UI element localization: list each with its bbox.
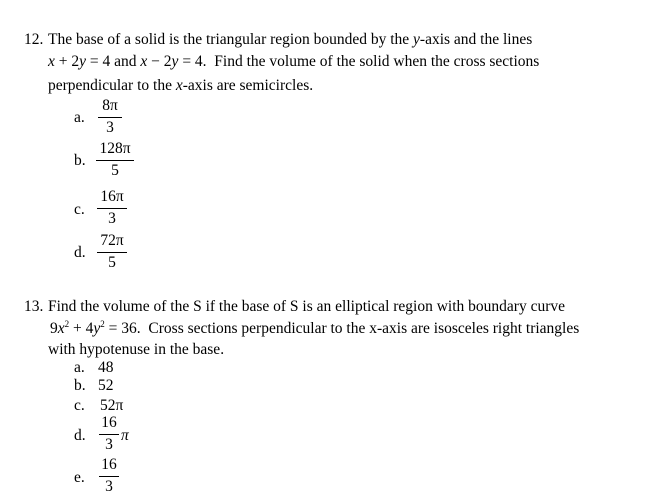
choice-label: b.	[74, 152, 86, 169]
numerator: 16	[101, 414, 117, 431]
choice-label: d.	[74, 244, 86, 261]
question-text-line-1: The base of a solid is the triangular region bounded by the y-axis and the lines	[48, 31, 533, 48]
denominator: 3	[105, 436, 113, 453]
pi-suffix: π	[121, 427, 129, 444]
question-text-line-1: Find the volume of the S if the base of S is an elliptical region with boundary curve	[48, 298, 565, 315]
numerator: 8π	[102, 97, 118, 114]
choice-label: c.	[74, 201, 85, 218]
fraction	[99, 415, 119, 453]
denominator: 3	[108, 210, 116, 227]
fraction-bar	[99, 434, 119, 435]
numerator: 16π	[100, 188, 124, 205]
choice-label: d.	[74, 427, 86, 444]
choice-label: c.	[74, 397, 85, 414]
choice-label: b.	[74, 377, 86, 394]
fraction	[98, 98, 122, 136]
question-text-line-2: $9x^2 + 4y^2 = 36$. Cross sections perpendicular to the x-axis are isosceles right triangles	[50, 319, 580, 337]
question-text-line-3: perpendicular to the x-axis are semicircles.	[48, 77, 314, 94]
denominator: 5	[108, 254, 116, 271]
choice-label: a.	[74, 109, 85, 126]
fraction	[99, 457, 119, 495]
question-text-line-2-rest: Cross sections perpendicular to the x-axis are isosceles right triangles	[148, 320, 580, 337]
question-number: 13.	[24, 298, 44, 315]
fraction	[97, 233, 127, 271]
numerator: 72π	[100, 232, 124, 249]
question-text-line-2: x + 2y = 4 and x − 2y = 4. Find the volume of the solid when the cross sections	[48, 53, 540, 70]
question-number: 12.	[24, 31, 44, 48]
fraction-bar	[99, 476, 119, 477]
denominator: 5	[111, 162, 119, 179]
fraction-bar	[98, 117, 122, 118]
choice-value: 48	[98, 359, 114, 376]
denominator: 3	[106, 119, 114, 136]
choice-label: e.	[74, 469, 85, 486]
choice-value: 52	[98, 377, 114, 394]
fraction-bar	[96, 160, 134, 161]
fraction-bar	[97, 252, 127, 253]
numerator: 16	[101, 456, 117, 473]
fraction	[97, 189, 127, 227]
choice-value: 52π	[100, 397, 124, 414]
fraction-bar	[97, 208, 127, 209]
choice-label: a.	[74, 359, 85, 376]
denominator: 3	[105, 478, 113, 495]
question-text-line-3: with hypotenuse in the base.	[48, 341, 225, 358]
numerator: 128π	[99, 140, 131, 157]
fraction	[96, 141, 134, 179]
